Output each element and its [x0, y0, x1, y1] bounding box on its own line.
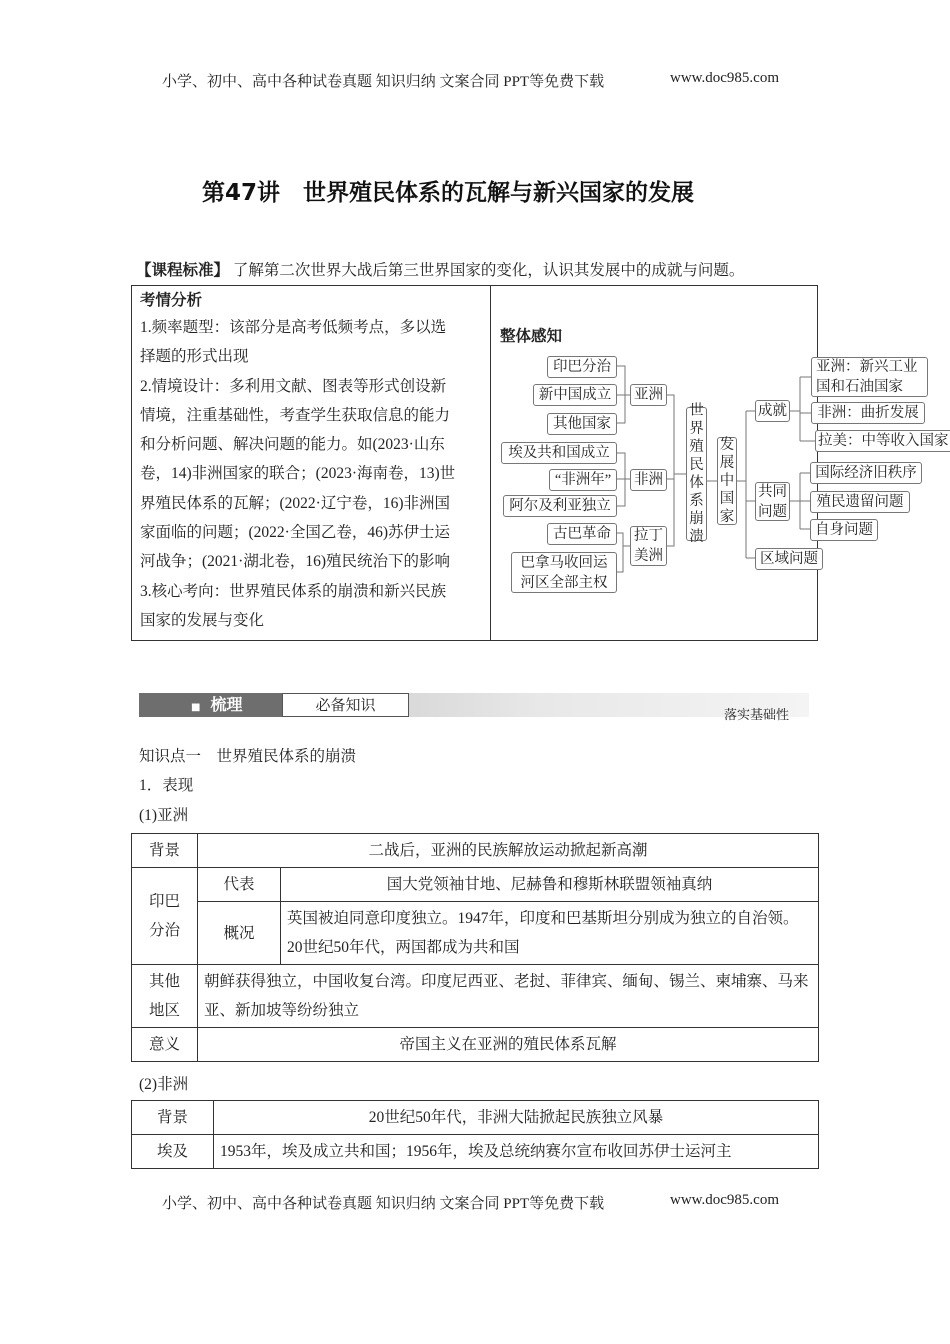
cell-header: 印巴分治 — [132, 868, 198, 965]
cell: 国大党领袖甘地、尼赫鲁和穆斯林联盟领袖真纳 — [281, 868, 819, 902]
asia-label: (1)亚洲 — [139, 807, 189, 824]
cell: 二战后，亚洲的民族解放运动掀起新高潮 — [198, 834, 819, 868]
analysis-heading: 考情分析 — [140, 291, 203, 309]
course-standard-label: 【课程标准】 — [136, 262, 230, 279]
asia-table — [131, 833, 819, 1062]
cell-header: 概况 — [198, 902, 281, 965]
analysis-line: 择题的形式出现 — [140, 348, 249, 366]
table-row — [132, 834, 819, 868]
header-url[interactable]: www.doc985.com — [670, 70, 780, 86]
node-collapse: 世界殖民体系崩溃 — [686, 407, 707, 541]
page-title: 第47讲 世界殖民体系的瓦解与新兴国家的发展 — [202, 180, 695, 206]
africa-table — [131, 1100, 819, 1169]
table-row — [132, 1135, 819, 1169]
node-africa-year: “非洲年” — [549, 469, 617, 491]
analysis-line: 3.核心考向：世界殖民体系的崩溃和新兴民族 — [140, 582, 447, 600]
analysis-line: 河战争；(2021·湖北卷，16)殖民统治下的影响 — [140, 553, 450, 571]
banner-right: 落实基础性 — [724, 708, 790, 723]
node-africa: 非洲 — [630, 469, 667, 491]
table-row — [132, 902, 819, 965]
node-new-china: 新中国成立 — [533, 384, 617, 406]
subheading: 1．表现 — [139, 777, 194, 794]
node-regional-problems: 区域问题 — [755, 548, 823, 570]
node-india-pakistan: 印巴分治 — [547, 356, 617, 378]
knowledge-point: 知识点一 世界殖民体系的崩溃 — [139, 748, 357, 765]
cell-header: 埃及 — [132, 1135, 214, 1169]
node-other-countries: 其他国家 — [547, 413, 617, 435]
node-achievements: 成就 — [755, 400, 790, 422]
cell-header: 其他地区 — [132, 965, 198, 1028]
banner-tab-knowledge: 必备知识 — [282, 693, 409, 717]
cell-header: 背景 — [132, 1101, 214, 1135]
node-old-order: 国际经济旧秩序 — [810, 462, 922, 484]
cell: 帝国主义在亚洲的殖民体系瓦解 — [198, 1028, 819, 1062]
table-row — [132, 1101, 819, 1135]
node-algeria: 阿尔及利亚独立 — [503, 495, 617, 517]
africa-label: (2)非洲 — [139, 1076, 189, 1093]
node-asia: 亚洲 — [630, 384, 667, 406]
header-text: 小学、初中、高中各种试卷真题 知识归纳 文案合同 PPT等免费下载 — [162, 74, 605, 90]
analysis-line: 情境，注重基础性，考查学生获取信息的能力 — [140, 406, 451, 424]
node-common-problems: 共同问题 — [755, 482, 790, 521]
node-panama: 巴拿马收回运河区全部主权 — [511, 552, 617, 593]
cell-header: 背景 — [132, 834, 198, 868]
node-asia-achievement: 亚洲：新兴工业国和石油国家 — [811, 357, 928, 397]
analysis-line: 国家的发展与变化 — [140, 611, 265, 629]
analysis-line: 和分析问题、解决问题的能力。如(2023·山东 — [140, 436, 445, 454]
node-colonial-legacy: 殖民遗留问题 — [810, 491, 910, 513]
mindmap-heading: 整体感知 — [500, 327, 563, 345]
table-row — [132, 868, 819, 902]
table-row — [132, 1028, 819, 1062]
footer-text: 小学、初中、高中各种试卷真题 知识归纳 文案合同 PPT等免费下载 — [162, 1196, 605, 1212]
cell: 英国被迫同意印度独立。1947年，印度和巴基斯坦分别成为独立的自治领。20世纪50年代，两国都成为共和国 — [281, 902, 819, 965]
footer-url[interactable]: www.doc985.com — [670, 1192, 780, 1208]
node-cuba: 古巴革命 — [547, 523, 617, 545]
cell-header: 代表 — [198, 868, 281, 902]
node-own-problems: 自身问题 — [810, 519, 878, 541]
cell: 1953年，埃及成立共和国；1956年，埃及总统纳赛尔宣布收回苏伊士运河主 — [214, 1135, 819, 1169]
course-standard-text: 了解第二次世界大战后第三世界国家的变化，认识其发展中的成就与问题。 — [232, 262, 745, 279]
node-latin-america: 拉丁美洲 — [630, 526, 667, 566]
cell: 朝鲜获得独立，中国收复台湾。印度尼西亚、老挝、菲律宾、缅甸、锡兰、柬埔寨、马来亚、新加坡等纷纷独立 — [198, 965, 819, 1028]
node-developing: 发展中国家 — [717, 437, 737, 525]
analysis-line: 界殖民体系的瓦解；(2022·辽宁卷，16)非洲国 — [140, 494, 450, 512]
node-africa-achievement: 非洲：曲折发展 — [811, 402, 925, 424]
square-icon: ■ — [191, 702, 201, 713]
analysis-line: 1.频率题型：该部分是高考低频考点，多以选 — [140, 319, 447, 336]
cell-header: 意义 — [132, 1028, 198, 1062]
node-latam-achievement: 拉美：中等收入国家 — [815, 430, 950, 452]
analysis-line: 卷，14)非洲国家的联合；(2023·海南卷，13)世 — [140, 465, 456, 483]
banner-tab1-label: 梳理 — [210, 695, 243, 714]
analysis-line: 家面临的问题；(2022·全国乙卷，46)苏伊士运 — [140, 524, 450, 542]
cell: 20世纪50年代，非洲大陆掀起民族独立风暴 — [214, 1101, 819, 1135]
node-egypt: 埃及共和国成立 — [501, 442, 617, 464]
analysis-line: 2.情境设计：多利用文献、图表等形式创设新 — [140, 377, 447, 395]
table-row — [132, 965, 819, 1028]
banner-tab-sort — [139, 693, 282, 717]
